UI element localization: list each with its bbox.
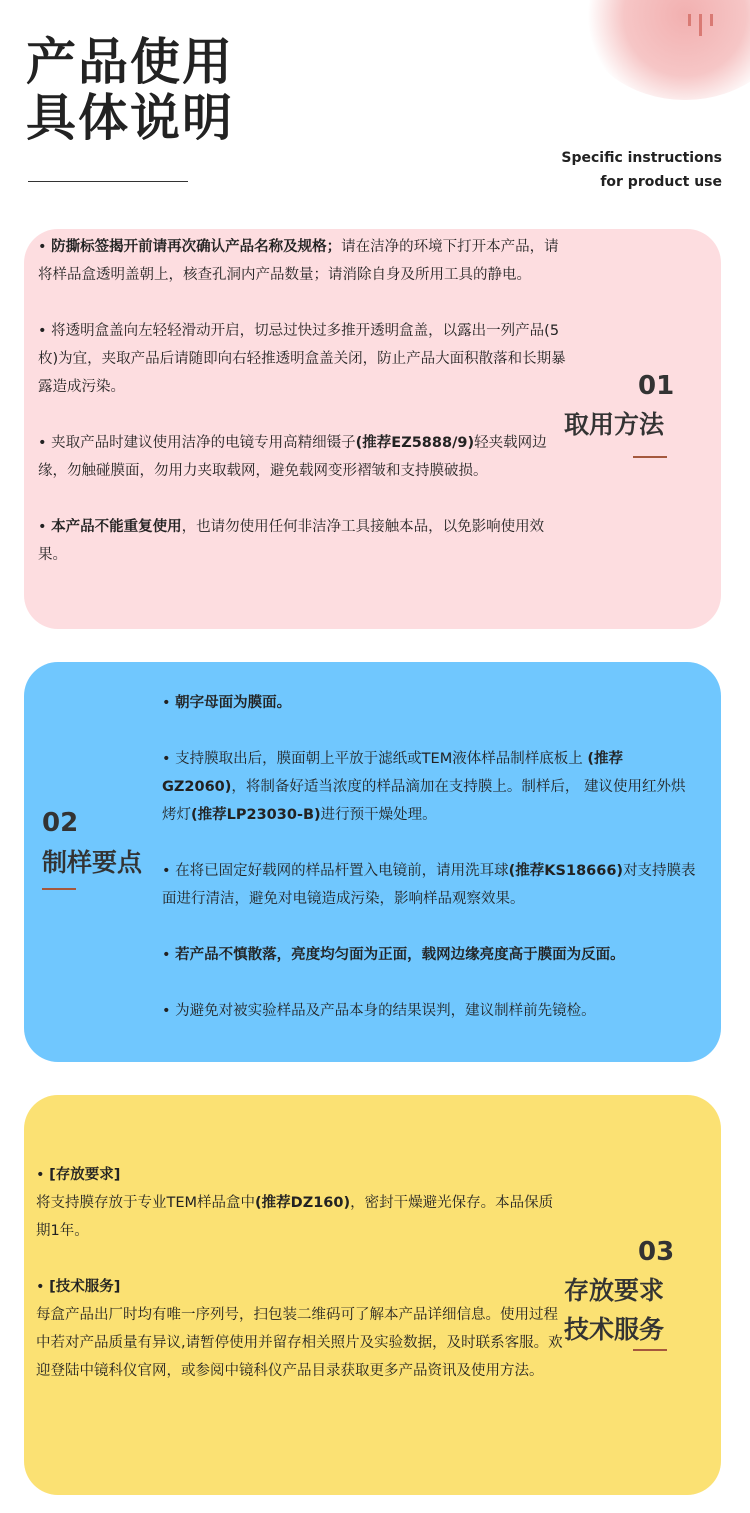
page-subtitle: Specific instructions for product use <box>561 150 722 190</box>
section-card-01 <box>24 229 721 629</box>
list-item: • 支持膜取出后，膜面朝上平放于滤纸或TEM液体样品制样底板上 (推荐GZ2060)，将制备好适当浓度的样品滴加在支持膜上。制样后， 建议使用红外烘烤灯(推荐LP23030-B)进行预干燥处理。 <box>162 751 686 823</box>
decorative-blob <box>580 0 750 100</box>
list-item: • 为避免对被实验样品及产品本身的结果误判，建议制样前先镜检。 <box>162 1003 596 1019</box>
list-item: • 夹取产品时建议使用洁净的电镜专用高精细镊子(推荐EZ5888/9)轻夹载网边缘，勿触碰膜面，勿用力夹取载网，避免载网变形褶皱和支持膜破损。 <box>38 435 547 479</box>
list-item: • 若产品不慎散落，亮度均匀面为正面，载网边缘亮度高于膜面为反面。 <box>162 947 625 963</box>
list-item: • 本产品不能重复使用，也请勿使用任何非洁净工具接触本品，以免影响使用效果。 <box>38 519 545 563</box>
section-number: 01 <box>638 371 675 401</box>
list-item-heading: • [技术服务] <box>36 1279 121 1295</box>
title-divider <box>28 181 188 182</box>
section-02-body <box>162 689 697 1025</box>
section-label: 制样要点 <box>42 848 143 877</box>
section-number: 02 <box>42 808 79 838</box>
list-item: 每盒产品出厂时均有唯一序列号，扫包装二维码可了解本产品详细信息。使用过程中若对产品质量有异议,请暂停使用并留存相关照片及实验数据，及时联系客服。欢迎登陆中镜科仪官网，或参阅中镜科仪产品目录获取更多产品资讯及使用方法。 <box>36 1307 563 1379</box>
section-label: 存放要求 <box>564 1276 665 1305</box>
list-item: • 防撕标签揭开前请再次确认产品名称及规格；请在洁净的环境下打开本产品，请将样品盒透明盖朝上，核查孔洞内产品数量；请消除自身及所用工具的静电。 <box>38 239 559 283</box>
list-item: • 朝字母面为膜面。 <box>162 695 292 711</box>
decorative-ticks <box>688 14 718 38</box>
section-card-02 <box>24 662 721 1062</box>
list-item: • 将透明盒盖向左轻轻滑动开启，切忌过快过多推开透明盒盖，以露出一列产品(5枚)为宜，夹取产品后请随即向右轻推透明盒盖关闭，防止产品大面积散落和长期暴露造成污染。 <box>38 323 566 395</box>
section-03-body <box>36 1161 566 1385</box>
section-01-body <box>38 233 568 569</box>
list-item-heading: • [存放要求] <box>36 1167 121 1183</box>
section-number: 03 <box>638 1237 675 1267</box>
section-underline <box>633 456 667 458</box>
section-label: 技术服务 <box>564 1315 665 1344</box>
section-underline <box>42 888 76 890</box>
section-label: 取用方法 <box>564 410 665 439</box>
page-title: 产品使用 具体说明 <box>26 33 234 147</box>
section-card-03 <box>24 1095 721 1495</box>
list-item: 将支持膜存放于专业TEM样品盒中(推荐DZ160)，密封干燥避光保存。本品保质期1年。 <box>36 1195 554 1239</box>
section-underline <box>633 1349 667 1351</box>
list-item: • 在将已固定好载网的样品杆置入电镜前，请用洗耳球(推荐KS18666)对支持膜表面进行清洁，避免对电镜造成污染，影响样品观察效果。 <box>162 863 696 907</box>
